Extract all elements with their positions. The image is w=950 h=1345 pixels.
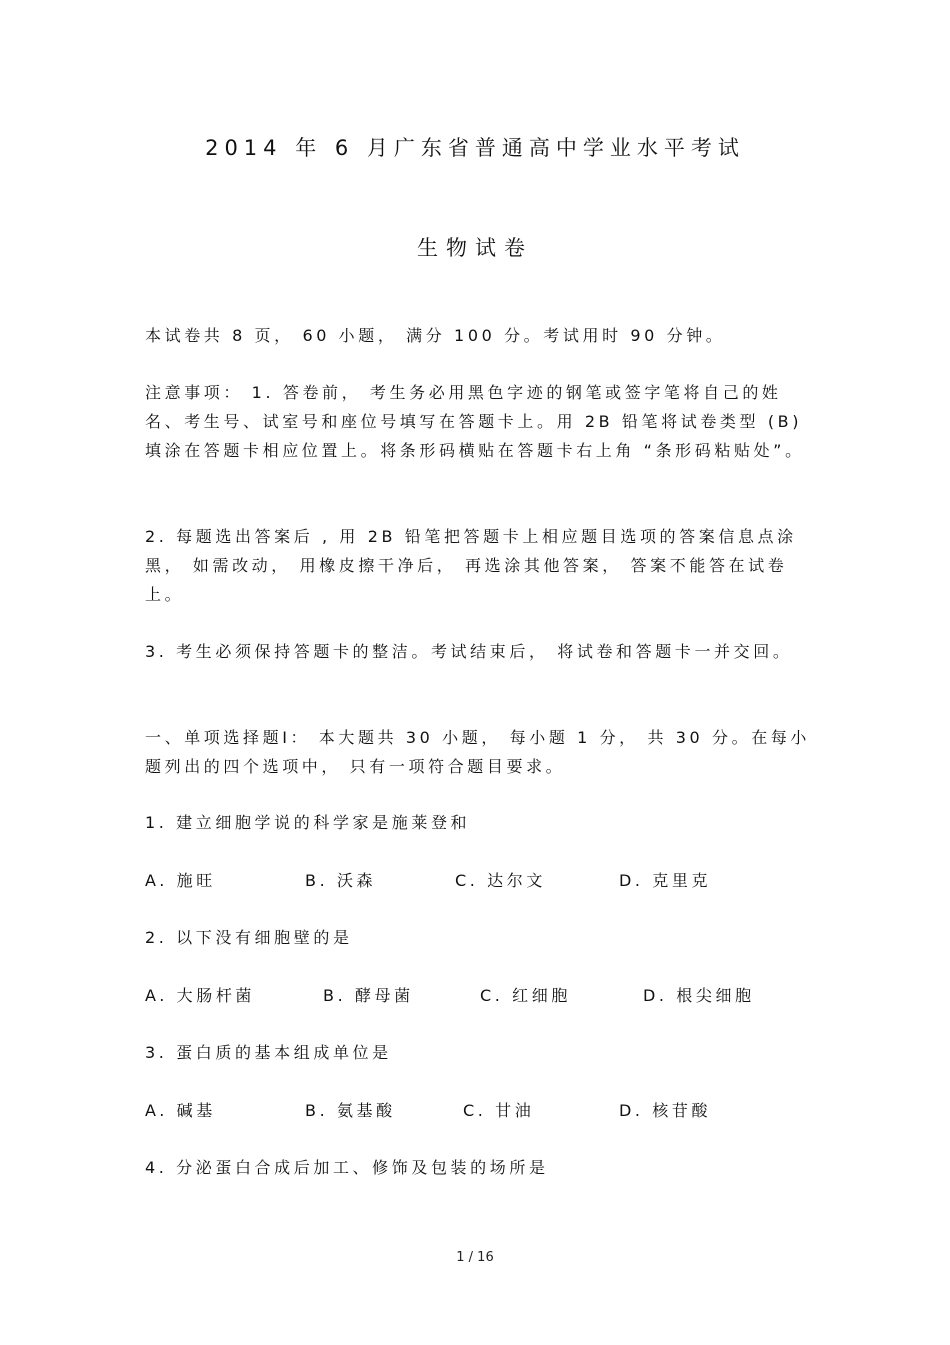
question-2-option-a: A. 大肠杆菌 xyxy=(145,986,256,1005)
question-3-option-c: C. 甘油 xyxy=(463,1101,535,1120)
question-3-option-d: D. 核苷酸 xyxy=(619,1101,712,1120)
question-2-stem: 2. 以下没有细胞壁的是 xyxy=(145,928,353,947)
section-heading: 一、单项选择题Ⅰ： 本大题共 30 小题， 每小题 1 分， 共 30 分。在每小题列出的四个选项中， 只有一项符合题目要求。 xyxy=(145,728,810,776)
question-3-stem: 3. 蛋白质的基本组成单位是 xyxy=(145,1043,392,1062)
question-1-option-c: C. 达尔文 xyxy=(455,871,546,890)
question-2-option-c: C. 红细胞 xyxy=(480,986,571,1005)
question-3-option-a: A. 碱基 xyxy=(145,1101,216,1120)
question-1-option-a: A. 施旺 xyxy=(145,871,216,890)
question-4-stem: 4. 分泌蛋白合成后加工、修饰及包装的场所是 xyxy=(145,1158,549,1177)
question-1-option-d: D. 克里克 xyxy=(619,871,712,890)
question-2-option-d: D. 根尖细胞 xyxy=(643,986,755,1005)
page-number: 1 / 16 xyxy=(456,1250,494,1265)
question-2-option-b: B. 酵母菌 xyxy=(323,986,414,1005)
note-1: 注意事项： 1. 答卷前， 考生务必用黑色字迹的钢笔或签字笔将自己的姓名、考生号、试室号和座位号填写在答题卡上。用 2B 铅笔将试卷类型 (B)填涂在答题卡相应位置上。将条形码横贴在答题卡右上角 “条形码粘贴处”。 xyxy=(145,383,805,460)
note-3: 3. 考生必须保持答题卡的整洁。考试结束后， 将试卷和答题卡一并交回。 xyxy=(145,642,793,661)
question-3-option-b: B. 氨基酸 xyxy=(305,1101,396,1120)
question-1-option-b: B. 沃森 xyxy=(305,871,377,890)
note-2: 2. 每题选出答案后 , 用 2B 铅笔把答题卡上相应题目选项的答案信息点涂黑， 如需改动， 用橡皮擦干净后， 再选涂其他答案， 答案不能答在试卷上。 xyxy=(145,527,797,604)
exam-title: 2014 年 6 月广东省普通高中学业水平考试 xyxy=(205,136,745,160)
exam-subject: 生物试卷 xyxy=(417,236,533,260)
question-1-stem: 1. 建立细胞学说的科学家是施莱登和 xyxy=(145,813,471,832)
intro-text: 本试卷共 8 页， 60 小题， 满分 100 分。考试用时 90 分钟。 xyxy=(145,326,726,345)
